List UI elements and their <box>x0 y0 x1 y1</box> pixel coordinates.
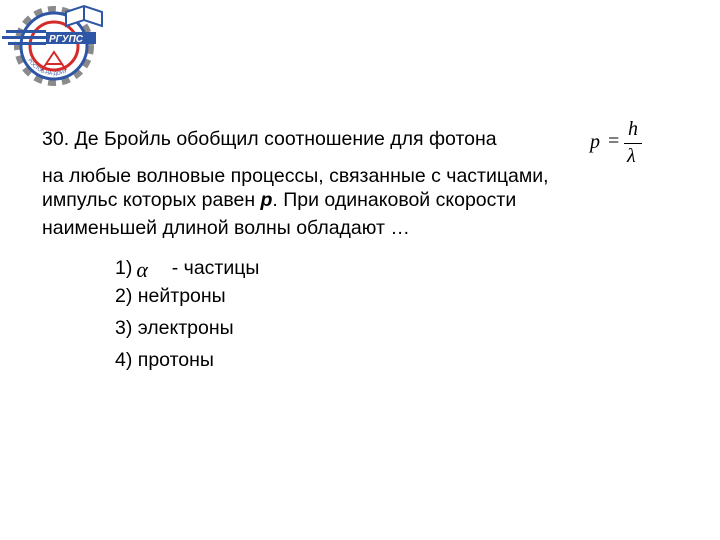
momentum-variable: p <box>260 189 273 211</box>
formula-lhs: p <box>590 131 600 153</box>
answer-2: 2) нейтроны <box>115 285 226 307</box>
question-line-1: 30. Де Бройль обобщил соотношение для фотона <box>42 128 497 150</box>
answer-4: 4) протоны <box>115 349 214 371</box>
question-line-2: на любые волновые процессы, связанные с частицами, <box>42 165 549 187</box>
question-line-4: наименьшей длиной волны обладают … <box>42 217 410 239</box>
fraction-bar <box>624 143 642 144</box>
answer-1-number: 1) <box>115 257 133 279</box>
question-line-3-start: импульс которых равен <box>42 189 261 211</box>
alpha-symbol: α <box>136 257 148 282</box>
rgups-logo <box>2 0 108 86</box>
logo-text: РГУПС <box>49 34 83 45</box>
answer-3: 3) электроны <box>115 317 234 339</box>
book-icon <box>66 6 102 26</box>
formula-numerator: h <box>628 118 638 140</box>
answer-1-text: - частицы <box>166 257 260 279</box>
formula-equals: = <box>608 130 620 152</box>
formula-denominator: λ <box>627 145 636 167</box>
question-line-3 <box>42 189 516 212</box>
answer-1 <box>115 254 259 280</box>
logo-ring-text: РОСТОВ-НА-ДОНУ <box>26 57 69 78</box>
question-line-3-end: . При одинаковой скорости <box>272 189 517 211</box>
